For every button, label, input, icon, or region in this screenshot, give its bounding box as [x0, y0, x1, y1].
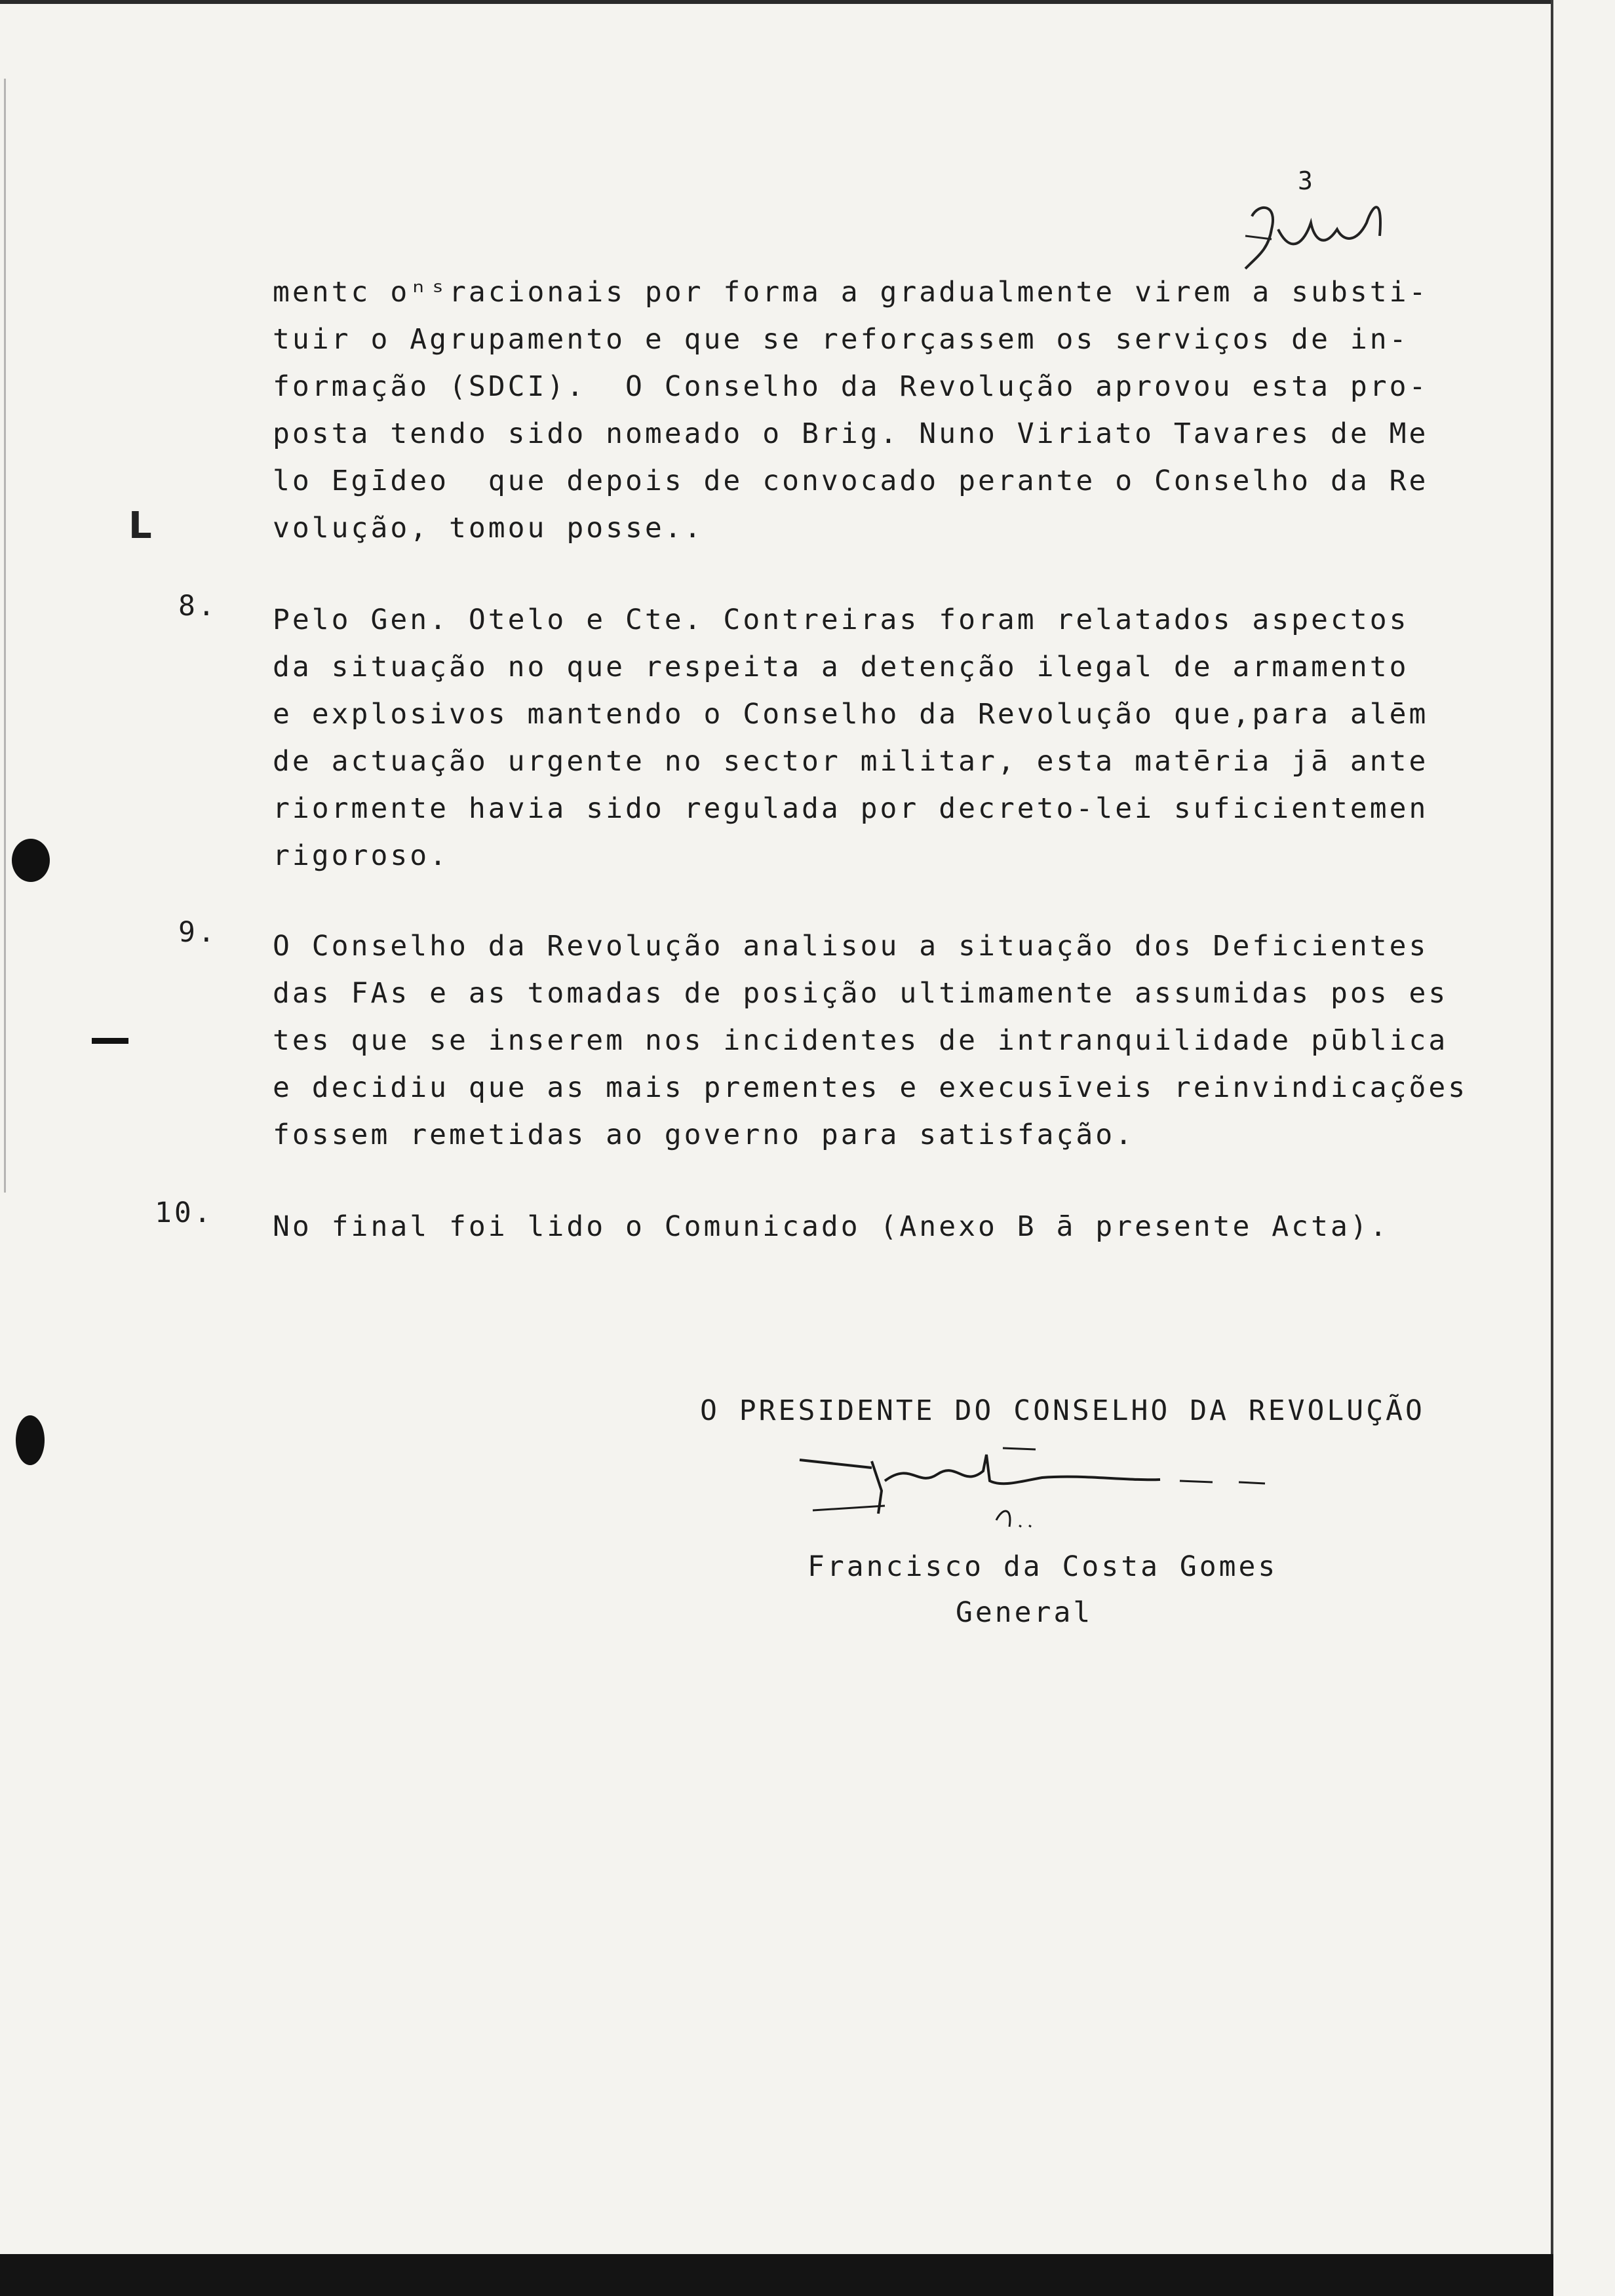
item-number-10: 10.: [155, 1196, 214, 1229]
margin-dash: [92, 1038, 128, 1044]
item-9-paragraph: [273, 923, 1468, 1158]
text-line: volução, tomou posse..: [273, 512, 704, 545]
text-line: e explosivos mantendo o Conselho da Revolução que,para alēm: [273, 698, 1429, 731]
text-line: de actuação urgente no sector militar, esta matēria jā ante: [273, 745, 1429, 778]
page-top-edge: [0, 0, 1553, 4]
margin-mark-letter: L: [128, 505, 152, 547]
text-line: fossem remetidas ao governo para satisfação.: [273, 1119, 1135, 1151]
text-line: formação (SDCI). O Conselho da Revolução aprovou esta pro-: [273, 370, 1429, 403]
scan-bottom-band: [0, 2254, 1553, 2296]
text-line: No final foi lido o Comunicado (Anexo B ā presente Acta).: [273, 1210, 1390, 1243]
text-line: da situação no que respeita a detenção ilegal de armamento: [273, 651, 1409, 683]
text-line: mentc oⁿˢracionais por forma a gradualmente virem a substi-: [273, 276, 1429, 309]
ink-blot-1: [12, 839, 50, 882]
text-line: riormente havia sido regulada por decreto-lei suficientemen: [273, 792, 1429, 825]
signatory-rank: General: [956, 1596, 1093, 1629]
text-line: posta tendo sido nomeado o Brig. Nuno Viriato Tavares de Me: [273, 417, 1429, 450]
handwritten-signature: [787, 1442, 1298, 1540]
item-number-8: 8.: [178, 590, 218, 622]
signature-title: O PRESIDENTE DO CONSELHO DA REVOLUÇÃO: [700, 1394, 1425, 1427]
item-8-paragraph: [273, 596, 1429, 879]
text-line: lo Egīdeo que depois de convocado perante o Conselho da Re: [273, 465, 1429, 497]
text-line: rigoroso.: [273, 839, 449, 872]
item-number-9: 9.: [178, 916, 218, 949]
ink-blot-2: [16, 1415, 45, 1465]
text-line: tuir o Agrupamento e que se reforçassem os serviços de in-: [273, 323, 1409, 356]
text-line: O Conselho da Revolução analisou a situação dos Deficientes: [273, 930, 1429, 963]
page-left-edge: [4, 79, 6, 1193]
text-line: tes que se inserem nos incidentes de intranquilidade pūblica: [273, 1024, 1449, 1057]
item-10-paragraph: [273, 1203, 1413, 1250]
page-right-edge: [1551, 0, 1553, 2254]
continued-paragraph: [273, 269, 1429, 552]
page-number: 3: [1298, 166, 1313, 195]
text-line: Pelo Gen. Otelo e Cte. Contreiras foram relatados aspectos: [273, 603, 1409, 636]
text-line: das FAs e as tomadas de posição ultimamente assumidas pos es: [273, 977, 1449, 1010]
handwritten-initials: [1232, 177, 1416, 275]
signatory-name: Francisco da Costa Gomes: [808, 1550, 1278, 1583]
text-line: e decidiu que as mais prementes e execusīveis reinvindicações: [273, 1071, 1468, 1104]
